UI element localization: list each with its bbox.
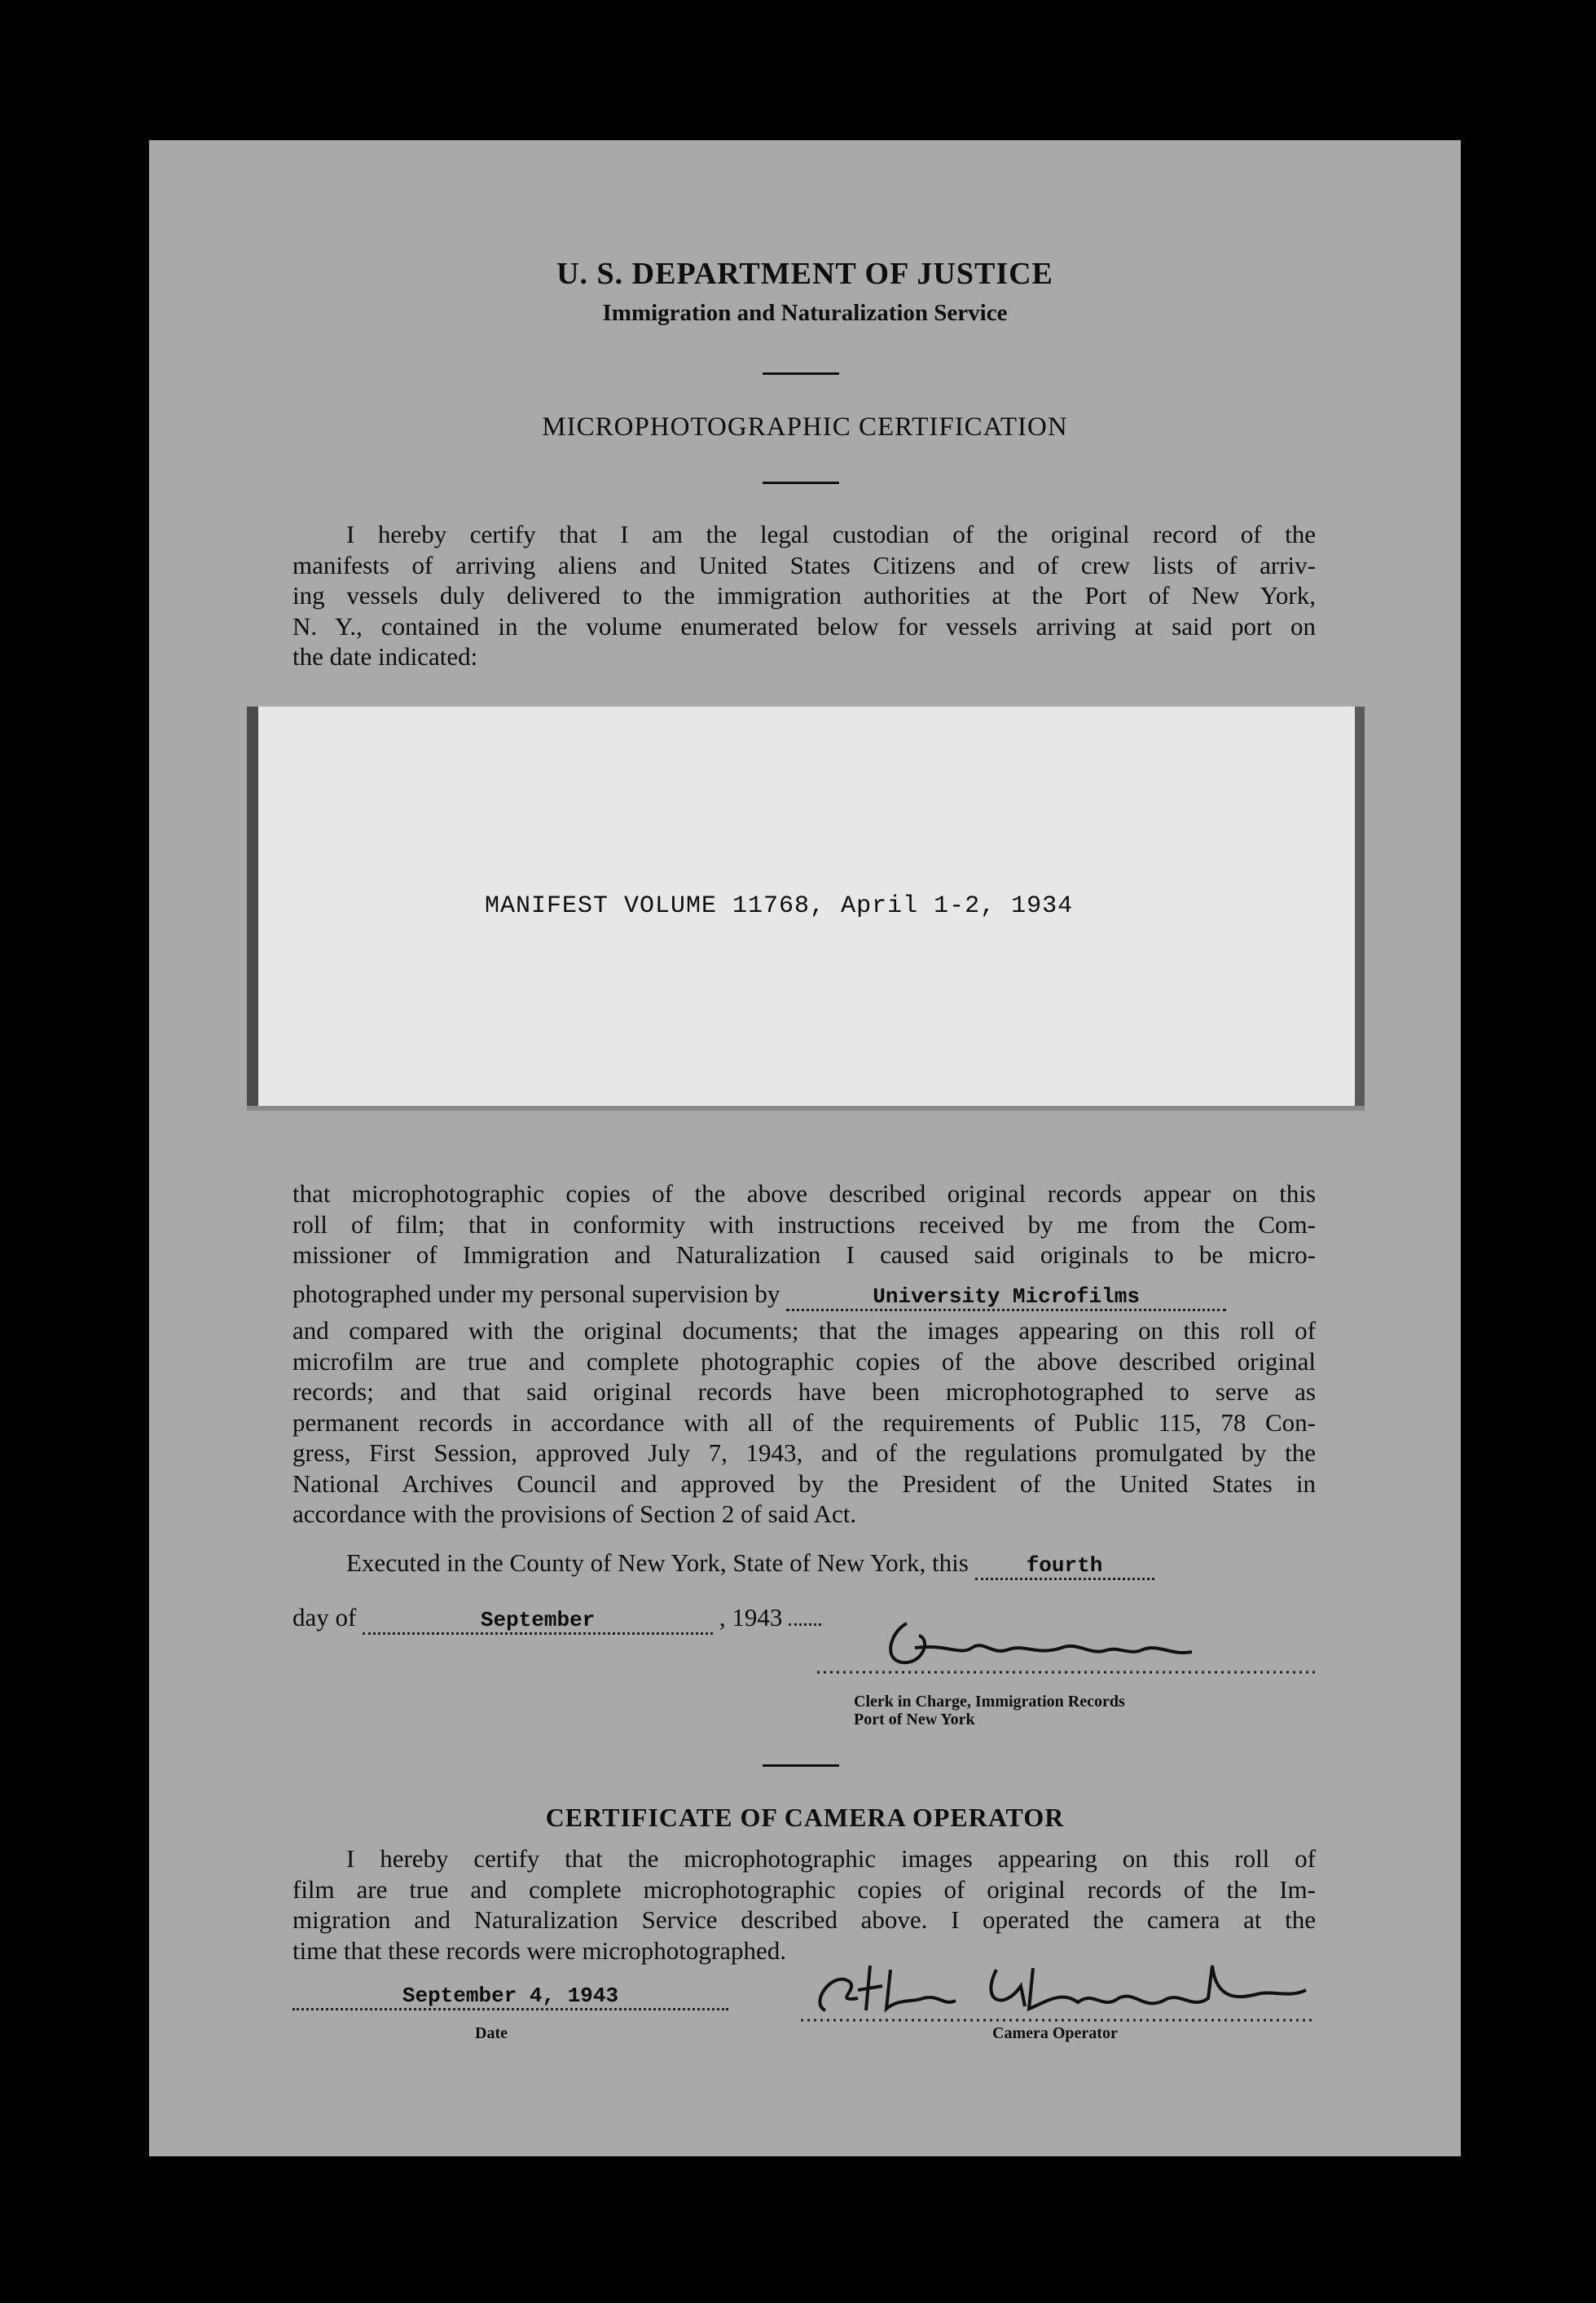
- executed-day-field: fourth: [975, 1553, 1154, 1580]
- intro-line: the date indicated:: [292, 642, 478, 671]
- intro-paragraph: [292, 519, 1316, 672]
- body-line: records; and that said original records have been microphotographed to serve as: [292, 1377, 1316, 1406]
- body-paragraph-b: [292, 1315, 1316, 1530]
- intro-line: N. Y., contained in the volume enumerated below for vessels arriving at said port on: [292, 611, 1316, 641]
- body-line: and compared with the original documents; that the images appearing on this roll of: [292, 1316, 1316, 1345]
- body-paragraph-a: [292, 1178, 1316, 1270]
- supervision-prefix: photographed under my personal supervision by: [292, 1279, 780, 1308]
- camera-line: film are true and complete microphotographic copies of original records of the Im-: [292, 1874, 1316, 1904]
- camera-line: I hereby certify that the microphotographic images appearing on this roll of: [346, 1844, 1316, 1873]
- clerk-title-line: Clerk in Charge, Immigration Records: [854, 1693, 1125, 1711]
- department-title: U. S. DEPARTMENT OF JUSTICE: [556, 257, 1053, 291]
- executed-line: [346, 1548, 1154, 1580]
- manifest-volume-label: MANIFEST VOLUME 11768, April 1-2, 1934: [485, 892, 1074, 920]
- clerk-title-line: Port of New York: [854, 1711, 975, 1728]
- intro-line: I hereby certify that I am the legal custodian of the original record of the: [346, 520, 1316, 548]
- body-line: missioner of Immigration and Naturalization I caused said originals to be micro-: [292, 1240, 1316, 1269]
- camera-paragraph: [292, 1843, 1316, 1966]
- month-field: September: [363, 1608, 713, 1635]
- body-line: that microphotographic copies of the above described original records appear on this: [292, 1179, 1316, 1208]
- body-line: roll of film; that in conformity with instructions received by me from the Com-: [292, 1209, 1316, 1239]
- day-of-label: day of: [292, 1603, 357, 1631]
- date-line: [292, 1603, 821, 1635]
- operator-signature-text: Hallah Alexander: [801, 1953, 807, 1954]
- body-line: permanent records in accordance with all of the requirements of Public 115, 78 Con-: [292, 1407, 1316, 1437]
- camera-line: migration and Naturalization Service described above. I operated the camera at the: [292, 1905, 1316, 1934]
- body-line: National Archives Council and approved by the President of the United States in: [292, 1469, 1316, 1498]
- body-line: accordance with the provisions of Section 2 of said Act.: [292, 1499, 857, 1528]
- supervision-line: [292, 1279, 1226, 1311]
- certificate-page: [149, 140, 1461, 2156]
- divider-rule: [763, 372, 839, 375]
- operator-signature: [801, 1953, 1322, 2027]
- camera-certificate-title: CERTIFICATE OF CAMERA OPERATOR: [545, 1803, 1065, 1832]
- clerk-title: [854, 1693, 1125, 1728]
- certification-title: MICROPHOTOGRAPHIC CERTIFICATION: [542, 412, 1068, 442]
- supervision-by-field: University Microfilms: [786, 1284, 1226, 1311]
- camera-date-label: Date: [475, 2024, 508, 2042]
- year-value: , 1943: [719, 1603, 783, 1631]
- camera-line: time that these records were microphotographed.: [292, 1935, 786, 1965]
- body-line: gress, First Session, approved July 7, 1943, and of the regulations promulgated by the: [292, 1438, 1316, 1467]
- camera-operator-label: Camera Operator: [992, 2024, 1118, 2042]
- clerk-signature: [817, 1599, 1322, 1693]
- body-line: microfilm are true and complete photographic copies of the above described original: [292, 1346, 1316, 1376]
- clerk-signature-text: Geo Neara: [817, 1599, 821, 1600]
- camera-date-field: September 4, 1943: [292, 1984, 728, 2010]
- record-card: [247, 707, 1365, 1106]
- divider-rule: [763, 1764, 839, 1767]
- executed-prefix: Executed in the County of New York, State of New York, this: [346, 1548, 969, 1577]
- service-subtitle: Immigration and Naturalization Service: [602, 300, 1008, 326]
- intro-line: manifests of arriving aliens and United States Citizens and of crew lists of arriv-: [292, 550, 1316, 579]
- intro-line: ing vessels duly delivered to the immigration authorities at the Port of New York,: [292, 581, 1316, 610]
- divider-rule: [763, 482, 839, 484]
